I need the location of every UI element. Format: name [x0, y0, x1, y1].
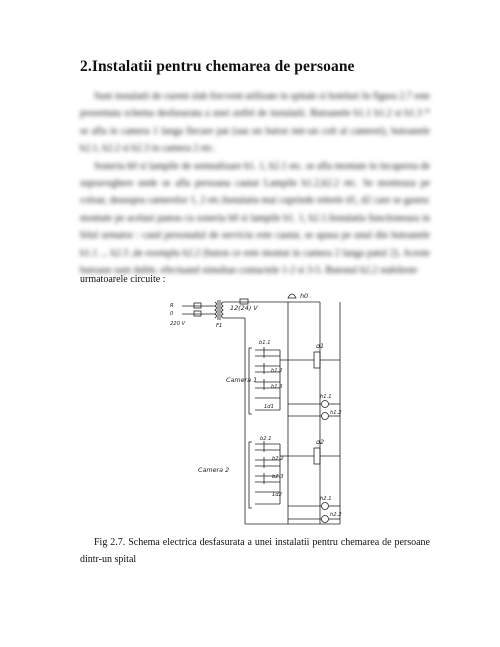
lamp-h22-icon [322, 516, 329, 523]
svg-text:1d1: 1d1 [264, 404, 274, 410]
svg-text:b2.2: b2.2 [272, 456, 284, 462]
svg-text:1d2: 1d2 [272, 492, 282, 498]
blurred-body-text [80, 88, 430, 279]
body-paragraph: Sunt instalatii de curent slab frecvent utilizate in spitale si hoteluri In figura 2.7 este prezentata schema desfasurata a unei astfel de instalatii. Butoanele b1.1 b1.2 si b1.3 * se afla in camera 1 langa fiecare pat (sau un buton intr-un colt al camerei), butoanele b2.1, b2.2 si b2.3 in camera 2 etc. [80, 91, 430, 155]
room2-label: Camera 2 [198, 466, 230, 474]
fuse [194, 303, 201, 308]
relay-d2 [314, 448, 320, 464]
svg-text:h1.2: h1.2 [330, 410, 342, 416]
room1-button-bank [255, 347, 280, 410]
svg-text:h2.1: h2.1 [320, 496, 332, 502]
svg-text:R: R [170, 303, 174, 309]
mains-voltage-label: 220 V [170, 321, 186, 327]
lamp-h11-icon [322, 401, 329, 408]
room1-label: Camera 1 [226, 376, 258, 384]
svg-text:0: 0 [170, 311, 174, 317]
svg-text:b1.1: b1.1 [259, 340, 271, 346]
room2-bracket [249, 442, 252, 508]
lamp-h21-icon [322, 503, 329, 510]
circuit-schematic-figure [160, 292, 360, 540]
svg-text:d2: d2 [316, 438, 325, 446]
body-paragraph: Sonería h0 si lampile de semnalizare h1. 1, h2.1 etc. se afla montate in incaperea de supraveghere unde se afla persoana cautat Lampile h1.2,h2.2 etc. Se monteaza pe coloar, deasupra camerelor 1, 2 etc.Instalatia mai cuprinde releele d1, d2 care se gasesc montate pe acelasi panou cu soneria h0 si lampile h1. 1, h2.1.Instalatia functioneaza in felul urmator : cand personalul de serviciu este cautat, se apasa pe unul din butoanele b1.1 ... b2.3 ,de exemplu b2.2 (buton ce este montat in camera 2 langa patul 2). Aceste butoane sunt duble, efectuand simultan contactele 1-2 si 3-5. Butonul b2.2 stabileste [80, 160, 430, 277]
intro-line: urmatoarele circuite : [80, 274, 166, 285]
svg-text:d1: d1 [316, 342, 325, 350]
svg-text:b2.1: b2.1 [260, 436, 272, 442]
bell-icon [288, 294, 296, 298]
relay-d1 [314, 352, 320, 368]
svg-text:b2.3: b2.3 [272, 474, 284, 480]
lamp-h12-icon [322, 413, 329, 420]
bell-label: h0 [300, 292, 309, 300]
figure-caption: Fig 2.7. Schema electrica desfasurata a unei instalatii pentru chemarea de persoane dintr-un spital [80, 537, 430, 565]
svg-text:b1.3: b1.3 [271, 384, 283, 390]
svg-text:h1.1: h1.1 [320, 394, 332, 400]
fuse [194, 311, 201, 316]
svg-text:h2.2: h2.2 [330, 512, 342, 518]
circuit-schematic [160, 292, 360, 540]
supply-voltage-label: 12(24) V [230, 304, 258, 312]
transformer-label: F1 [216, 323, 223, 329]
section-heading: 2.Instalatii pentru chemarea de persoane [80, 58, 355, 75]
transformer-secondary [222, 302, 224, 318]
transformer-primary [215, 302, 217, 318]
svg-text:b1.2: b1.2 [271, 368, 283, 374]
